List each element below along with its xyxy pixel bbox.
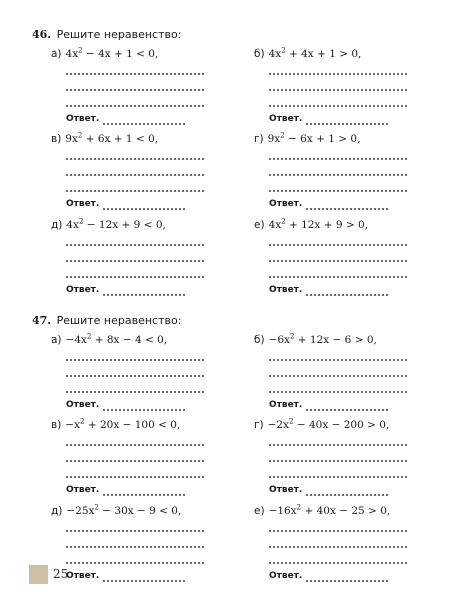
task-inequality [51, 415, 254, 433]
expression-rest: − 12x + 9 < 0, [83, 218, 166, 231]
exercise-header [32, 314, 432, 328]
task-inequality [254, 43, 450, 61]
expression-exponent: 2 [86, 332, 92, 340]
answer-line[interactable] [66, 548, 204, 564]
answer-label: Ответ. [269, 399, 303, 410]
answer-line[interactable] [66, 176, 204, 192]
answer-line[interactable] [66, 462, 204, 478]
task-label: г) [254, 133, 264, 145]
expression-lead-term: 9x [267, 133, 281, 145]
answer-line[interactable] [269, 160, 407, 176]
task-cell [51, 129, 254, 211]
task-label: д) [51, 504, 63, 517]
task-label: б) [254, 47, 265, 60]
expression-exponent: 2 [78, 46, 83, 54]
answer-line[interactable] [66, 432, 204, 446]
answer-line[interactable] [66, 361, 204, 377]
task-expression [66, 505, 181, 517]
expression-lead-term: 9x [65, 133, 78, 145]
task-expression [269, 505, 391, 517]
expression-lead-term: −4x [65, 333, 87, 346]
task-expression [66, 219, 165, 231]
task-expression [269, 334, 377, 346]
expression-exponent: 2 [289, 417, 294, 426]
task-cell [51, 415, 254, 497]
task-cell [254, 500, 450, 582]
task-label: е) [254, 504, 265, 517]
answer-field[interactable] [306, 484, 388, 496]
expression-lead-term: −25x [66, 504, 95, 517]
task-label: е) [254, 218, 265, 231]
expression-rest: + 20x − 100 < 0, [84, 419, 181, 431]
answer-line[interactable] [66, 146, 204, 160]
expression-lead-term: −6x [268, 333, 290, 346]
answer-label: Ответ. [66, 113, 100, 124]
task-label: д) [51, 218, 63, 231]
task-cell [254, 43, 450, 125]
answer-field[interactable] [306, 570, 388, 582]
task-inequality [254, 214, 450, 232]
answer-line[interactable] [269, 446, 407, 462]
expression-lead-term: 4x [268, 47, 282, 60]
answer-row [66, 278, 254, 296]
answer-line[interactable] [269, 361, 407, 377]
expression-exponent: 2 [94, 503, 99, 511]
answer-line[interactable] [66, 532, 204, 548]
task-inequality [51, 129, 254, 147]
answer-line[interactable] [269, 347, 407, 361]
expression-exponent: 2 [289, 332, 295, 340]
expression-rest: + 40x − 25 > 0, [301, 504, 391, 517]
answer-label: Ответ. [269, 284, 303, 295]
expression-rest: − 30x − 9 < 0, [98, 504, 182, 517]
task-label: в) [51, 419, 62, 431]
answer-line[interactable] [269, 462, 407, 478]
answer-row [269, 278, 450, 296]
expression-lead-term: −x [65, 419, 81, 431]
exercise-instruction: Решите неравенство: [56, 314, 182, 327]
task-grid [51, 43, 432, 296]
answer-line[interactable] [269, 246, 407, 262]
task-label: б) [254, 333, 265, 346]
task-cell [254, 129, 450, 211]
answer-line[interactable] [66, 91, 204, 107]
task-inequality [51, 43, 254, 61]
exercise-number: 47. [32, 314, 52, 327]
expression-lead-term: 4x [268, 218, 282, 231]
answer-line[interactable] [66, 262, 204, 278]
task-inequality [254, 415, 450, 433]
expression-lead-term: 4x [66, 218, 79, 231]
answer-field[interactable] [306, 198, 388, 210]
task-expression [269, 48, 362, 60]
answer-row [269, 107, 450, 125]
answer-label: Ответ. [66, 199, 100, 209]
task-expression [65, 419, 180, 431]
answer-line[interactable] [269, 432, 407, 446]
expression-exponent: 2 [296, 503, 302, 511]
expression-rest: − 6x + 1 > 0, [284, 133, 361, 145]
exercise-number: 46. [32, 28, 52, 41]
task-cell [254, 415, 450, 497]
answer-line[interactable] [269, 262, 407, 278]
expression-exponent: 2 [77, 131, 83, 140]
answer-label: Ответ. [66, 485, 100, 495]
expression-exponent: 2 [80, 417, 85, 426]
answer-label: Ответ. [66, 284, 100, 295]
answer-row [269, 192, 450, 210]
answer-field[interactable] [103, 113, 185, 125]
task-cell [51, 43, 254, 125]
expression-rest: + 8x − 4 < 0, [91, 333, 168, 346]
answer-line[interactable] [66, 61, 204, 75]
answer-field[interactable] [306, 113, 388, 125]
answer-row [66, 393, 254, 411]
expression-exponent: 2 [280, 131, 285, 140]
task-expression [269, 219, 368, 231]
expression-exponent: 2 [281, 46, 286, 54]
expression-rest: + 4x + 1 > 0, [285, 47, 362, 60]
task-inequality [51, 329, 254, 347]
answer-line[interactable] [66, 377, 204, 393]
page-number: 25 [53, 567, 69, 581]
task-cell [51, 214, 254, 296]
task-cell [254, 329, 450, 411]
task-cell [51, 329, 254, 411]
answer-line[interactable] [269, 146, 407, 160]
task-grid [51, 329, 432, 582]
task-label: г) [254, 419, 264, 431]
answer-row [66, 107, 254, 125]
task-expression [66, 48, 159, 60]
answer-line[interactable] [269, 176, 407, 192]
answer-row [66, 192, 254, 210]
answer-field[interactable] [103, 570, 185, 582]
task-label: а) [51, 333, 62, 346]
answer-field[interactable] [103, 399, 185, 411]
expression-rest: + 12x − 6 > 0, [294, 333, 377, 346]
exercise-46 [32, 28, 432, 296]
answer-line[interactable] [269, 75, 407, 91]
answer-label: Ответ. [269, 570, 303, 581]
task-label: а) [51, 47, 62, 60]
exercise-header [32, 28, 432, 42]
answer-line[interactable] [66, 446, 204, 462]
task-inequality [254, 129, 450, 147]
answer-field[interactable] [103, 198, 185, 210]
expression-exponent: 2 [281, 217, 286, 225]
exercise-instruction: Решите неравенство: [56, 28, 182, 41]
task-label: в) [51, 133, 62, 145]
answer-row [269, 478, 450, 496]
expression-lead-term: −16x [268, 504, 297, 517]
answer-label: Ответ. [269, 485, 303, 495]
answer-line[interactable] [66, 347, 204, 361]
answer-field[interactable] [306, 399, 388, 411]
answer-line[interactable] [269, 91, 407, 107]
task-expression [65, 133, 158, 145]
answer-line[interactable] [269, 232, 407, 246]
task-expression [268, 419, 390, 431]
answer-line[interactable] [269, 548, 407, 564]
answer-line[interactable] [66, 246, 204, 262]
answer-line[interactable] [66, 232, 204, 246]
task-expression [66, 334, 168, 346]
answer-line[interactable] [66, 160, 204, 176]
answer-label: Ответ. [66, 399, 100, 410]
answer-row [269, 564, 450, 582]
exercise-47 [32, 314, 432, 582]
expression-exponent: 2 [78, 217, 84, 225]
answer-line[interactable] [269, 532, 407, 548]
task-cell [51, 500, 254, 582]
expression-rest: − 4x + 1 < 0, [82, 47, 159, 60]
answer-label: Ответ. [269, 113, 303, 124]
task-inequality [254, 329, 450, 347]
answer-field[interactable] [103, 484, 185, 496]
page-corner-tab [29, 565, 48, 584]
task-inequality [51, 500, 254, 518]
answer-label: Ответ. [66, 570, 100, 581]
answer-field[interactable] [103, 284, 185, 296]
task-inequality [254, 500, 450, 518]
answer-line[interactable] [66, 518, 204, 532]
answer-line[interactable] [269, 61, 407, 75]
answer-line[interactable] [269, 518, 407, 532]
answer-row [66, 478, 254, 496]
task-inequality [51, 214, 254, 232]
expression-lead-term: −2x [267, 419, 290, 431]
answer-line[interactable] [66, 75, 204, 91]
expression-rest: + 12x + 9 > 0, [285, 218, 369, 231]
answer-row [269, 393, 450, 411]
expression-rest: + 6x + 1 < 0, [82, 133, 159, 145]
answer-field[interactable] [306, 284, 388, 296]
answer-line[interactable] [269, 377, 407, 393]
expression-lead-term: 4x [65, 47, 79, 60]
answer-label: Ответ. [269, 199, 303, 209]
expression-rest: − 40x − 200 > 0, [293, 419, 390, 431]
task-expression [268, 133, 361, 145]
answer-row [66, 564, 254, 582]
task-cell [254, 214, 450, 296]
